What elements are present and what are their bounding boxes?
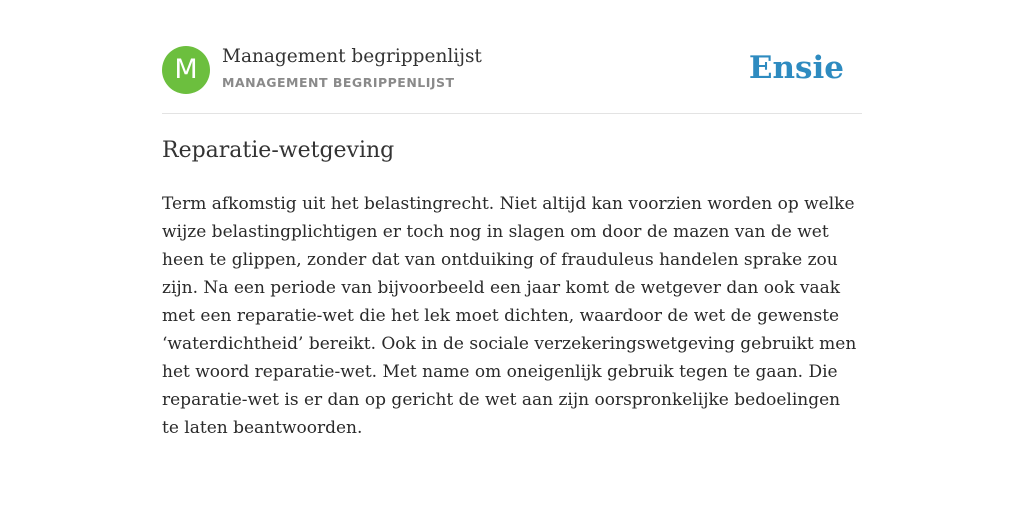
term-definition: Term afkomstig uit het belastingrecht. Niet altijd kan voorzien worden op welke wijze belastingplichtigen er toch nog in slagen om door de mazen van de wet heen te glippen, zonder dat van ontduiking of frauduleus handelen sprake zou zijn. Na een periode van bijvoorbeeld een jaar komt de wetgever dan ook vaak met een reparatie-wet die het lek moet dichten, waardoor de wet de gewenste ‘waterdichtheid’ bereikt. Ook in de sociale verzekeringswetgeving gebruikt men het woord reparatie-wet. Met name om oneigenlijk gebruik tegen te gaan. Die reparatie-wet is er dan op gericht de wet aan zijn oorspronkelijke bedoelingen te laten beantwoorden. xyxy=(162,194,857,438)
source-header xyxy=(162,46,862,96)
divider xyxy=(162,113,862,114)
entry-card xyxy=(162,0,862,512)
ensie-logo[interactable]: Ensie xyxy=(748,50,844,86)
source-subtitle: MANAGEMENT BEGRIPPENLIJST xyxy=(222,75,455,90)
source-title[interactable]: Management begrippenlijst xyxy=(222,46,482,67)
term-title: Reparatie-wetgeving xyxy=(162,138,395,163)
source-avatar[interactable]: M xyxy=(162,46,210,94)
